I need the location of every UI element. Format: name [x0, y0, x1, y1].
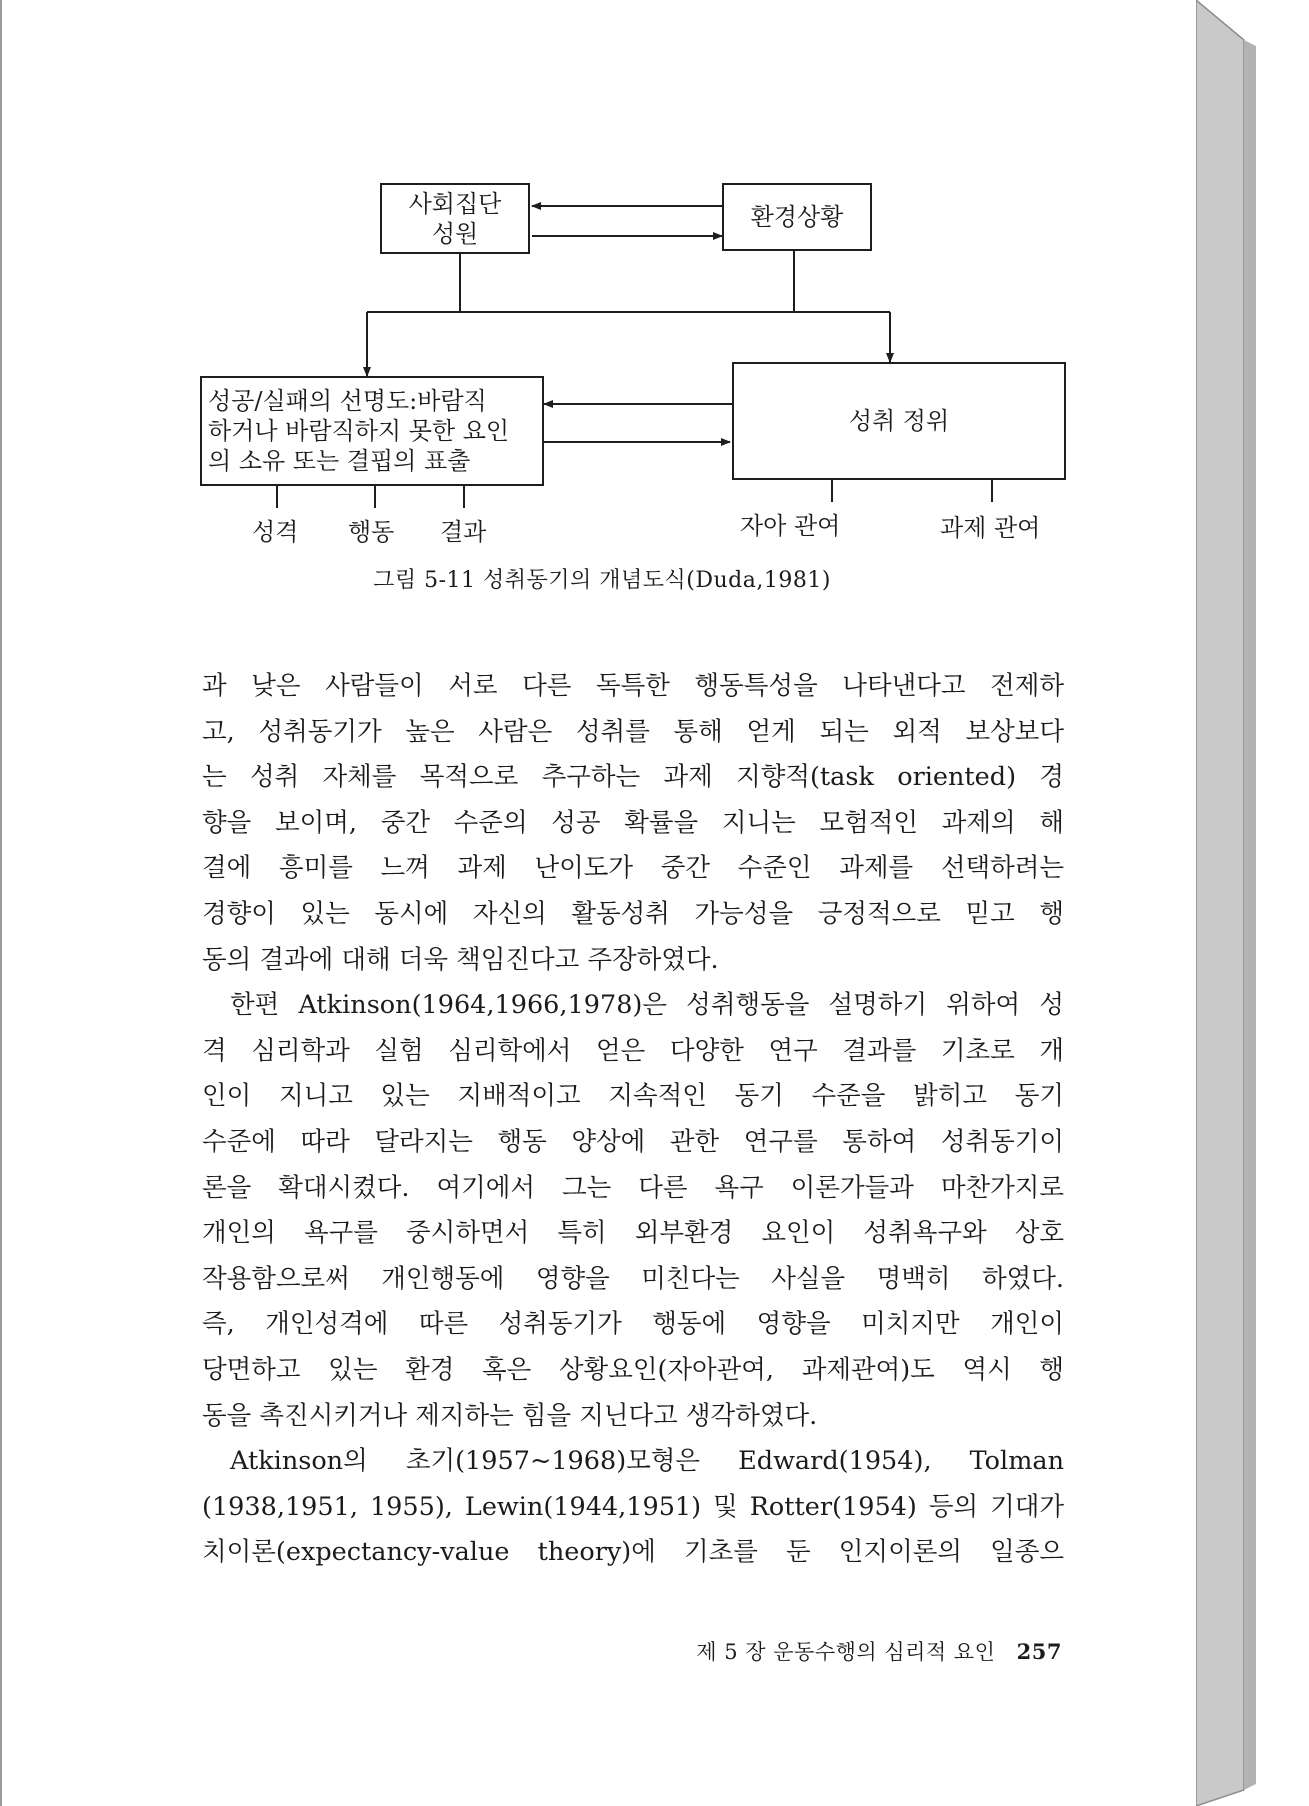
- text-line: 경향이 있는 동시에 자신의 활동성취 가능성을 긍정적으로 믿고 행: [202, 898, 1064, 929]
- text-line: 작용함으로써 개인행동에 영향을 미친다는 사실을 명백히 하였다.: [202, 1263, 1064, 1294]
- label-task-involvement: 과제 관여: [940, 514, 1041, 542]
- book-edge: [1196, 0, 1309, 1806]
- text-line: 는 성취 자체를 목적으로 추구하는 과제 지향적(task oriented) 경: [202, 762, 1064, 793]
- text-line: 치이론(expectancy-value theory)에 기초를 둔 인지이론의 일종으: [202, 1537, 1064, 1568]
- text-line: 격 심리학과 실험 심리학에서 얻은 다양한 연구 결과를 기초로 개: [202, 1035, 1064, 1066]
- box-success-failure: 성공/실패의 선명도:바람직 하거나 바람직하지 못한 요인 의 소유 또는 결핍의 표출: [200, 376, 544, 486]
- text-line: 향을 보이며, 중간 수준의 성공 확률을 지니는 모험적인 과제의 해: [202, 807, 1064, 838]
- text-line: 고, 성취동기가 높은 사람은 성취를 통해 얻게 되는 외적 보상보다: [202, 716, 1064, 747]
- body-text: [202, 664, 1064, 1576]
- box-social-group: 사회집단 성원: [380, 183, 530, 254]
- text-line: 결에 흥미를 느껴 과제 난이도가 중간 수준인 과제를 선택하려는: [202, 853, 1064, 884]
- diagram-connectors: [2, 0, 1202, 640]
- text-line: 수준에 따라 달라지는 행동 양상에 관한 연구를 통하여 성취동기이: [202, 1126, 1064, 1157]
- text-line: 동을 촉진시키거나 제지하는 힘을 지닌다고 생각하였다.: [202, 1400, 818, 1431]
- box-environment: 환경상황: [722, 183, 872, 251]
- concept-diagram: [2, 0, 1202, 640]
- text-line: 즉, 개인성격에 따른 성취동기가 행동에 영향을 미치지만 개인이: [202, 1309, 1064, 1340]
- figure-caption: 그림 5-11 성취동기의 개념도식(Duda,1981): [373, 568, 831, 593]
- label-personality: 성격: [252, 518, 299, 546]
- label-ego-involvement: 자아 관여: [740, 512, 841, 540]
- paragraph-2: [202, 983, 1064, 1439]
- text-line: 인이 지니고 있는 지배적이고 지속적인 동기 수준을 밝히고 동기: [202, 1081, 1064, 1112]
- page-number: 257: [1016, 1639, 1062, 1664]
- text-line: 론을 확대시켰다. 여기에서 그는 다른 욕구 이론가들과 마찬가지로: [202, 1172, 1064, 1203]
- label-behavior: 행동: [348, 518, 395, 546]
- page-footer: [696, 1636, 1062, 1666]
- box-achievement-orientation: 성취 정위: [732, 362, 1066, 480]
- paragraph-1: [202, 664, 1064, 983]
- label-result: 결과: [440, 518, 487, 546]
- text-line: 동의 결과에 대해 더욱 책임진다고 주장하였다.: [202, 944, 719, 975]
- text-line: (1938,1951, 1955), Lewin(1944,1951) 및 Rotter(1954) 등의 기대가: [202, 1491, 1064, 1522]
- paragraph-3: [202, 1439, 1064, 1576]
- text-line: Atkinson의 초기(1957~1968)모형은 Edward(1954), Tolman: [230, 1446, 1064, 1477]
- text-line: 당면하고 있는 환경 혹은 상황요인(자아관여, 과제관여)도 역시 행: [202, 1354, 1064, 1385]
- text-line: 한편 Atkinson(1964,1966,1978)은 성취행동을 설명하기 위하여 성: [230, 990, 1064, 1021]
- chapter-title: 제 5 장 운동수행의 심리적 요인: [696, 1640, 996, 1664]
- text-line: 개인의 욕구를 중시하면서 특히 외부환경 요인이 성취욕구와 상호: [202, 1218, 1064, 1249]
- text-line: 과 낮은 사람들이 서로 다른 독특한 행동특성을 나타낸다고 전제하: [202, 671, 1064, 701]
